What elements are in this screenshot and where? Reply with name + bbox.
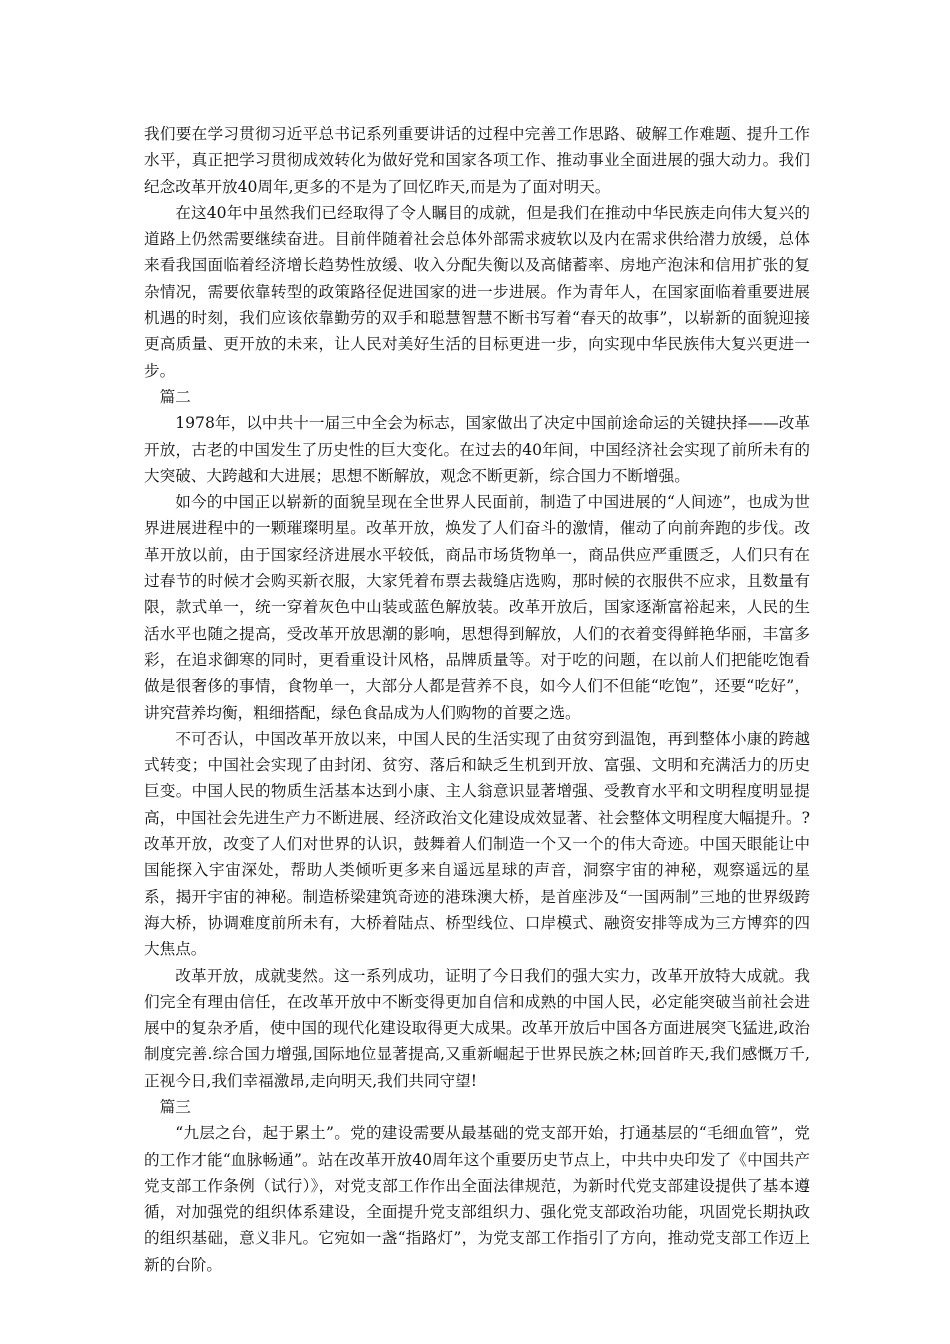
section-heading-2: 篇二 bbox=[159, 387, 191, 406]
paragraph-body: 改革开放，成就斐然。这一系列成功，证明了今日我们的强大实力，改革开放特大成就。我们完全有理由信任，在改革开放中不断变得更加自信和成熟的中国人民，必定能突破当前社会进展中的复杂矛盾，使中国的现代化建设取得更大成果。改革开放后中国各方面进展突飞猛进,政治制度完善.综合国力增强,国际地位显著提高,又重新崛起于世界民族之林;回首昨天,我们感慨万千,正视今日,我们幸福激昂,走向明天,我们共同守望! bbox=[144, 966, 810, 1090]
section-heading-3: 篇三 bbox=[159, 1097, 191, 1116]
paragraph-intro: 我们要在学习贯彻习近平总书记系列重要讲话的过程中完善工作思路、破解工作难题、提升工作水平，真正把学习贯彻成效转化为做好党和国家各项工作、推动事业全面进展的强大动力。我们纪念改革开放40周年,更多的不是为了回忆昨天,而是为了面对明天。 bbox=[144, 125, 810, 196]
paragraph-body: “九层之台，起于累土”。党的建设需要从最基础的党支部开始，打通基层的“毛细血管”，党的工作才能“血脉畅通”。站在改革开放40周年这个重要历史节点上，中共中央印发了《中国共产党支部工作条例（试行）》，对党支部工作作出全面法律规范，为新时代党支部建设提供了基本遵循，对加强党的组织体系建设，全面提升党支部组织力、强化党支部政治功能，巩固党长期执政的组织基础，意义非凡。它宛如一盏“指路灯”，为党支部工作指引了方向，推动党支部工作迈上新的台阶。 bbox=[144, 1124, 810, 1274]
paragraph-body: 1978年，以中共十一届三中全会为标志，国家做出了决定中国前途命运的关键抉择——改革开放，古老的中国发生了历史性的巨大变化。在过去的40年间，中国经济社会实现了前所未有的大突破、大跨越和大进展；思想不断解放，观念不断更新，综合国力不断增强。 bbox=[144, 414, 810, 485]
paragraph-body: 在这40年中虽然我们已经取得了令人瞩目的成就，但是我们在推动中华民族走向伟大复兴的道路上仍然需要继续奋进。目前伴随着社会总体外部需求疲软以及内在需求供给潜力放缓，总体来看我国面临着经济增长趋势性放缓、收入分配失衡以及高储蓄率、房地产泡沫和信用扩张的复杂情况，需要依靠转型的政策路径促进国家的进一步进展。作为青年人，在国家面临着重要进展机遇的时刻，我们应该依靠勤劳的双手和聪慧智慧不断书写着“春天的故事”，以崭新的面貌迎接更高质量、更开放的未来，让人民对美好生活的目标更进一步，向实现中华民族伟大复兴更进一步。 bbox=[144, 203, 810, 380]
document-body bbox=[144, 121, 810, 1278]
paragraph-body: 不可否认，中国改革开放以来，中国人民的生活实现了由贫穷到温饱，再到整体小康的跨越式转变；中国社会实现了由封闭、贫穷、落后和缺乏生机到开放、富强、文明和充满活力的历史巨变。中国人民的物质生活基本达到小康、主人翁意识显著增强、受教育水平和文明程度明显提高，中国社会先进生产力不断进展、经济政治文化建设成效显著、社会整体文明程度大幅提升。?改革开放，改变了人们对世界的认识，鼓舞着人们制造一个又一个的伟大奇迹。中国天眼能让中国能探入宇宙深处，帮助人类倾听更多来自遥远星球的声音，洞察宇宙的神秘，观察遥远的星系，揭开宇宙的神秘。制造桥梁建筑奇迹的港珠澳大桥，是首座涉及“一国两制”三地的世界级跨海大桥，协调难度前所未有，大桥着陆点、桥型线位、口岸模式、融资安排等成为三方博弈的四大焦点。 bbox=[144, 729, 810, 959]
paragraph-body: 如今的中国正以崭新的面貌呈现在全世界人民面前，制造了中国进展的“人间迹”，也成为世界进展进程中的一颗璀璨明星。改革开放，焕发了人们奋斗的激情，催动了向前奔跑的步伐。改革开放以前，由于国家经济进展水平较低，商品市场货物单一，商品供应严重匮乏，人们只有在过春节的时候才会购买新衣服，大家凭着布票去裁缝店选购，那时候的衣服供不应求，且数量有限，款式单一，统一穿着灰色中山装或蓝色解放装。改革开放后，国家逐渐富裕起来，人民的生活水平也随之提高，受改革开放思潮的影响，思想得到解放，人们的衣着变得鲜艳华丽，丰富多彩，在追求御寒的同时，更看重设计风格，品牌质量等。对于吃的问题，在以前人们把能吃饱看做是很奢侈的事情，食物单一，大部分人都是营养不良，如今人们不但能“吃饱”，还要“吃好”，讲究营养均衡，粗细搭配，绿色食品成为人们购物的首要之选。 bbox=[144, 493, 810, 722]
